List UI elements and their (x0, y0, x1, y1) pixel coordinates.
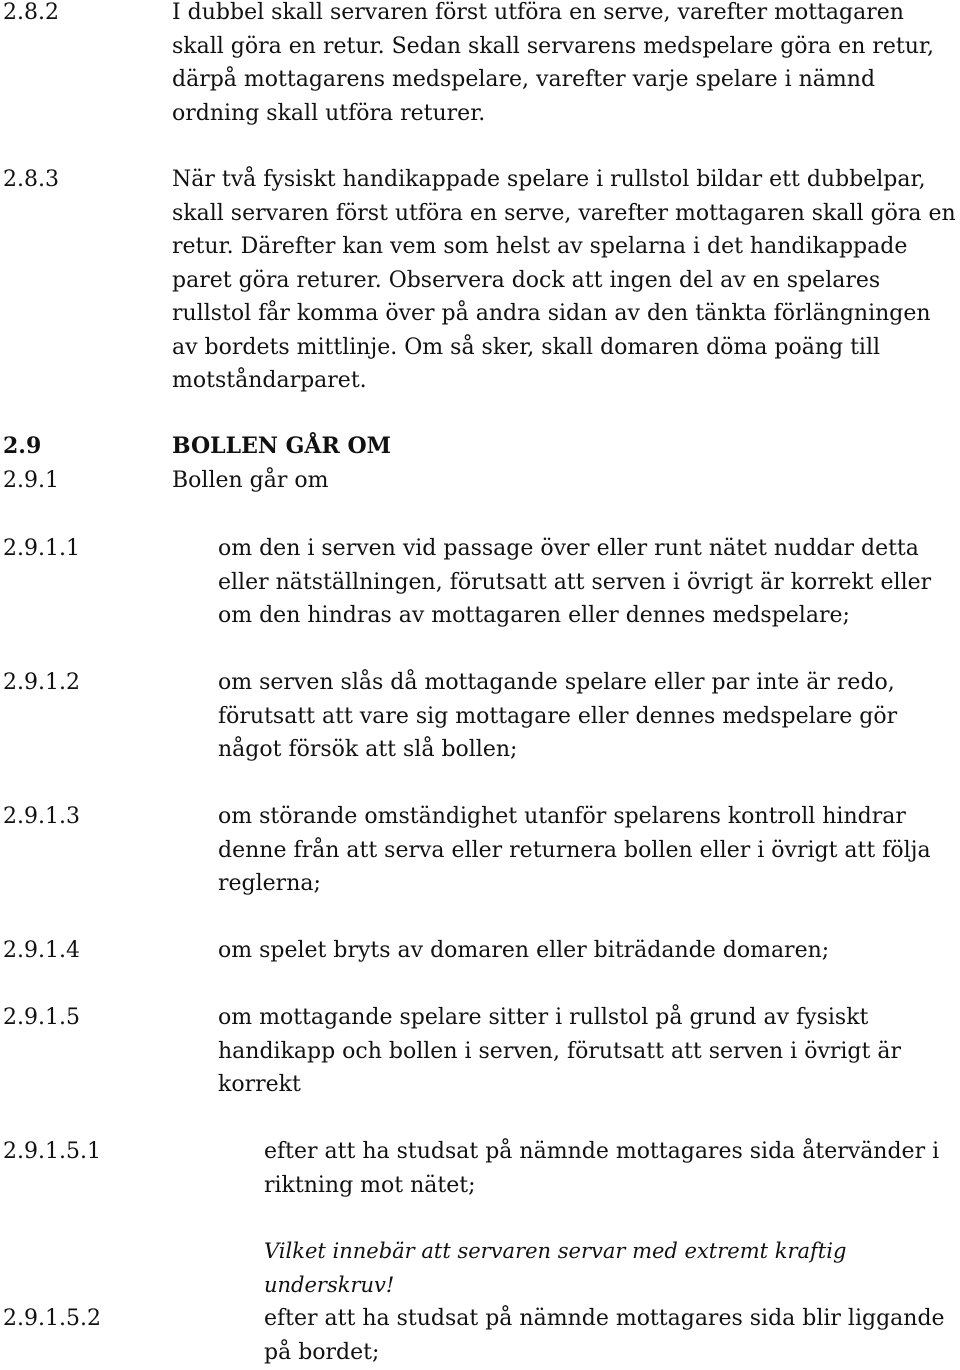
item-2-9-1-3 (0, 800, 960, 901)
item-text: om mottagande spelare sitter i rullstol på grund av fysiskt handikapp och bollen i serven, förutsatt att serven i övrigt är korrekt (218, 1005, 901, 1097)
section-text: I dubbel skall servaren först utföra en serve, varefter mottagaren skall göra en retur. Sedan skall servarens medspelare göra en retur, därpå mottagarens medspelare, varefter varje spelare i nämnd ordning skall utföra returer. (172, 0, 934, 126)
section-text: När två fysiskt handikappade spelare i rullstol bildar ett dubbelpar, skall servaren först utföra en serve, varefter mottagaren skall göra en retur. Därefter kan vem som helst av spelarna i det handikappade paret göra returer. Observera dock att ingen del av en spelares rullstol får komma över på andra sidan av den tänkta förlängningen av bordets mittlinje. Om så sker, skall domaren döma poäng till motståndarparet. (172, 167, 956, 393)
section-2-8-3 (0, 163, 960, 397)
subitem-number: 2.9.1.5.1 (3, 1139, 101, 1164)
item-text: om spelet bryts av domaren eller biträdande domaren; (218, 938, 830, 963)
subitem-text: efter att ha studsat på nämnde mottagares sida återvänder i riktning mot nätet; (264, 1139, 940, 1198)
subitem-note (0, 1235, 960, 1297)
subitem-2-9-1-5-2 (0, 1302, 960, 1370)
item-text: om serven slås då mottagande spelare eller par inte är redo, förutsatt att vare sig mottagare eller dennes medspelare gör något försök att slå bollen; (218, 670, 898, 762)
subitem-number: 2.9.1.5.2 (3, 1306, 101, 1331)
item-2-9-1-4 (0, 934, 960, 968)
item-2-9-1-1 (0, 532, 960, 633)
section-title: BOLLEN GÅR OM (172, 433, 391, 459)
section-number: 2.8.2 (3, 0, 59, 25)
section-2-9-heading (0, 430, 960, 464)
section-2-8-2 (0, 0, 960, 130)
item-2-9-1-2 (0, 666, 960, 767)
subitem-text: efter att ha studsat på nämnde mottagares sida blir liggande på bordet; (264, 1306, 945, 1365)
item-2-9-1-5 (0, 1001, 960, 1102)
section-2-9-1 (0, 464, 960, 498)
section-number: 2.9 (3, 433, 42, 459)
section-number: 2.9.1 (3, 468, 59, 493)
note-text: Vilket innebär att servaren servar med extremt kraftig underskruv! (264, 1239, 847, 1297)
item-text: om den i serven vid passage över eller runt nätet nuddar detta eller nätställningen, förutsatt att serven i övrigt är korrekt eller om den hindras av mottagaren eller dennes medspelare; (218, 536, 932, 628)
item-number: 2.9.1.3 (3, 804, 80, 829)
item-number: 2.9.1.5 (3, 1005, 80, 1030)
subitem-2-9-1-5-1 (0, 1135, 960, 1203)
item-number: 2.9.1.4 (3, 938, 80, 963)
item-number: 2.9.1.1 (3, 536, 80, 561)
item-text: om störande omständighet utanför spelarens kontroll hindrar denne från att serva eller returnera bollen eller i övrigt att följa reglerna; (218, 804, 931, 896)
item-number: 2.9.1.2 (3, 670, 80, 695)
section-title: Bollen går om (172, 468, 329, 493)
section-number: 2.8.3 (3, 167, 59, 192)
